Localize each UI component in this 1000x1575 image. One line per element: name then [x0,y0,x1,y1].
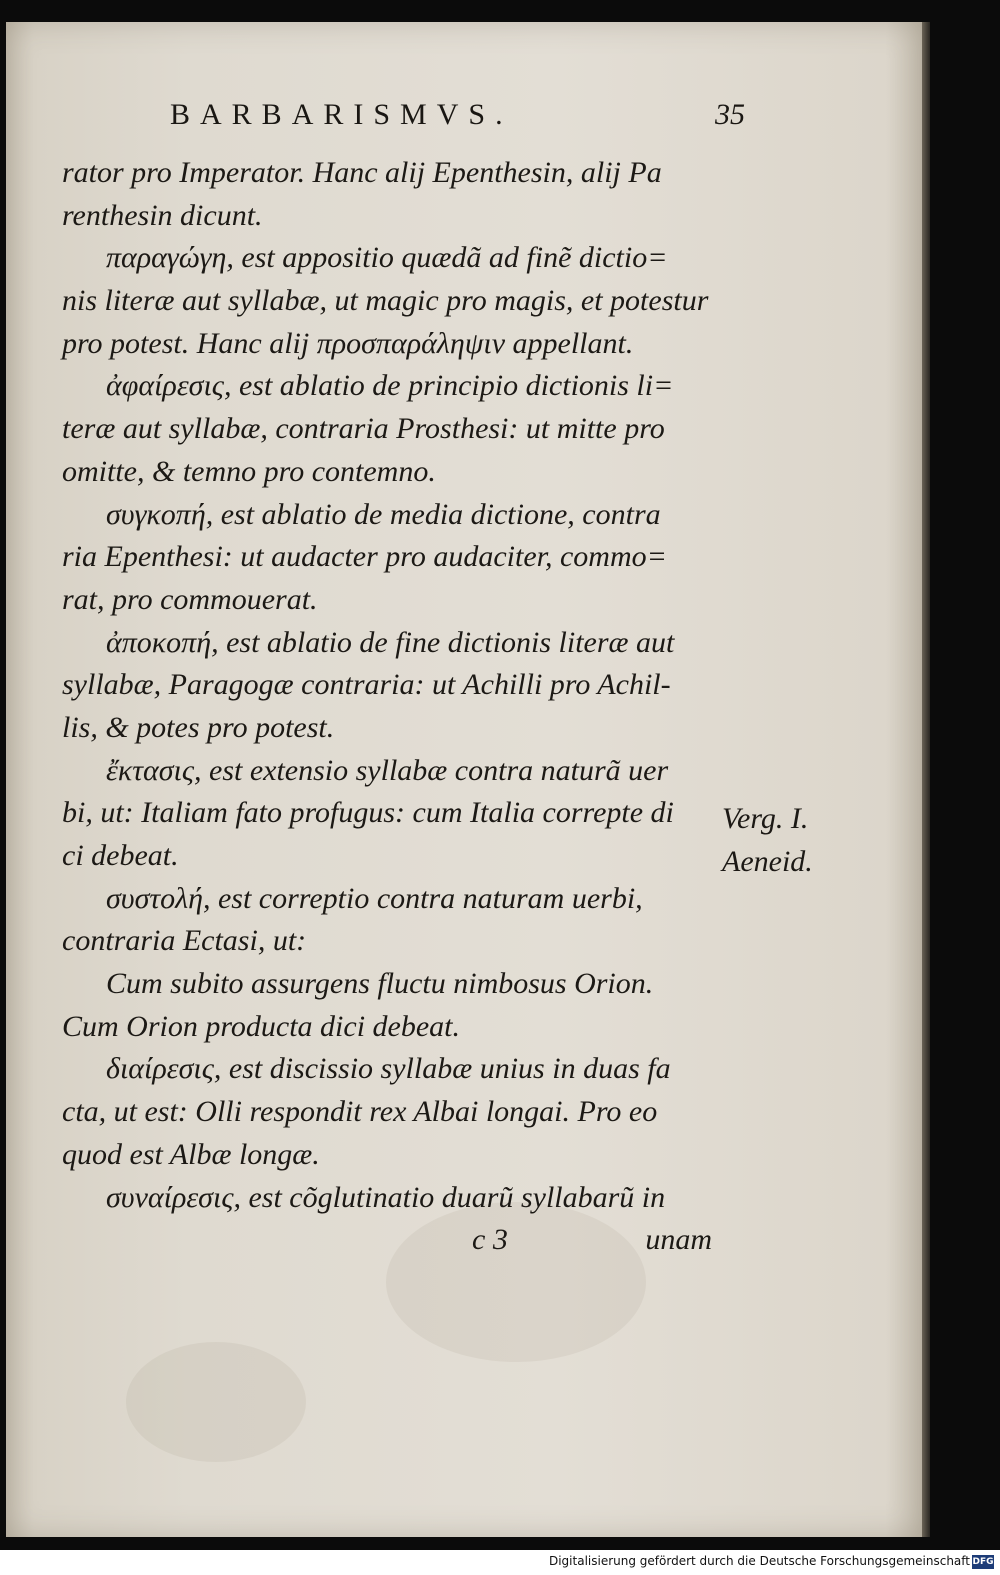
text-line: cta, ut est: Olli respondit rex Albai longai. Pro eo [62,1095,658,1129]
text-line: ἔκτασις, est extensio syllabæ contra naturã uer [106,753,669,787]
marginal-note [722,798,842,883]
dfg-logo: DFG [972,1557,994,1567]
running-title: BARBARISMVS. [170,98,513,131]
text-line: διαίρεσις, est discissio syllabæ unius in duas fa [106,1052,671,1086]
text-line: teræ aut syllabæ, contraria Prosthesi: ut mitte pro [62,412,665,446]
text-line: συγκοπή, est ablatio de media dictione, contra [106,497,661,531]
text-line: rat, pro commouerat. [62,582,318,616]
footer-bar [0,1550,1000,1575]
text-line: ci debeat. [62,839,179,872]
text-line: παραγώγη, est appositio quædã ad finẽ dictio= [106,241,668,275]
text-line: συναίρεσις, est cõglutinatio duarũ syllabarũ in [106,1180,666,1214]
text-line: syllabæ, Paragogæ contraria: ut Achilli pro Achil- [62,668,671,702]
text-line: omitte, & temno pro contemno. [62,454,436,488]
text-line: ria Epenthesi: ut audacter pro audaciter, commo= [62,540,667,574]
page-header [170,98,770,138]
text-line: bi, ut: Italiam fato profugus: cum Italia correpte di [62,796,674,830]
text-line: συστολή, est correptio contra naturam uerbi, [106,881,643,915]
page-number: 35 [715,98,745,131]
text-line: pro potest. Hanc alij προσπαράληψιν appellant. [62,326,634,360]
text-line: Cum subito assurgens fluctu nimbosus Orion. [106,967,654,1001]
text-line: lis, & potes pro potest. [62,710,335,744]
body-text [62,152,712,1262]
marginal-note-line: Aeneid. [722,844,813,878]
text-line: renthesin dicunt. [62,198,263,232]
text-line: ἀφαίρεσις, est ablatio de principio dictionis li= [106,369,674,403]
text-line: nis literæ aut syllabæ, ut magic pro magis, et potestur [62,284,709,318]
funding-credit: Digitalisierung gefördert durch die Deutsche Forschungsgemeinschaft [548,1554,970,1568]
catchword: unam [645,1223,712,1257]
text-line: rator pro Imperator. Hanc alij Epenthesin, alij Pa [62,156,662,189]
paper-stain [126,1342,306,1462]
text-line: quod est Albæ longæ. [62,1137,320,1171]
catchline [62,1219,712,1262]
text-line: contraria Ectasi, ut: [62,924,307,958]
marginal-note-line: Verg. I. [722,802,809,835]
page-edge [922,22,930,1537]
text-line: Cum Orion producta dici debeat. [62,1009,461,1043]
text-line: ἀποκοπή, est ablatio de fine dictionis literæ aut [106,625,675,659]
signature-mark: c 3 [472,1223,508,1257]
